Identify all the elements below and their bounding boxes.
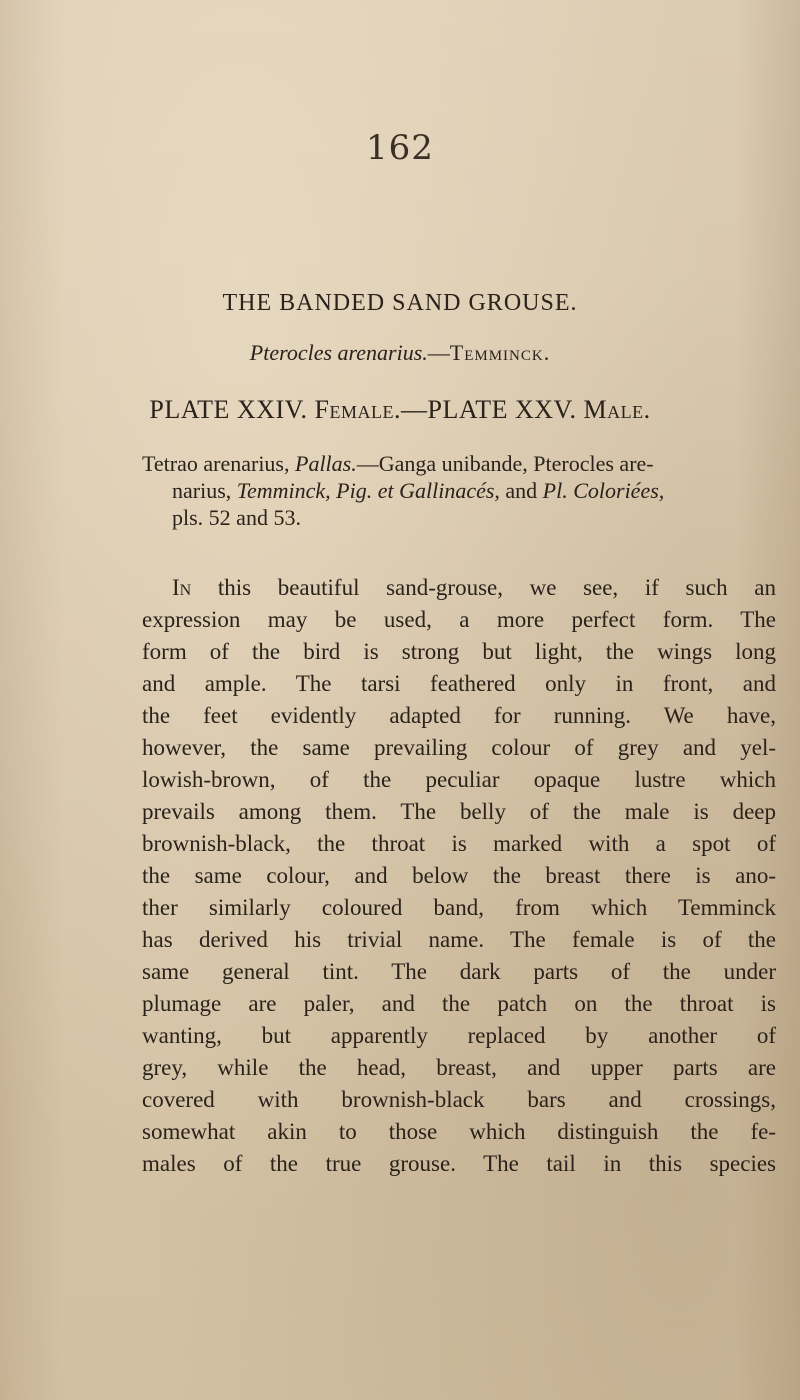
synonymy-line <box>142 504 782 531</box>
synonymy-fragment: Tetrao arenarius, <box>142 451 295 476</box>
species-name: Pterocles arenarius. <box>249 340 428 365</box>
body-line: somewhat akin to those which distinguish the fe- <box>142 1119 776 1144</box>
plate-1: PLATE XXIV. <box>149 395 308 424</box>
plate-2: PLATE XXV. <box>427 395 577 424</box>
body-line: males of the true grouse. The tail in this species <box>142 1151 776 1176</box>
synonymy-fragment: Pallas. <box>295 451 357 476</box>
body-line <box>142 572 776 604</box>
binomial-dash: — <box>427 340 450 365</box>
body-line: and ample. The tarsi feathered only in front, and <box>142 671 776 696</box>
body-line: wanting, but apparently replaced by another of <box>142 1023 776 1048</box>
plate-1-sex: Female. <box>314 395 401 424</box>
body-line: grey, while the head, breast, and upper parts are <box>142 1055 776 1080</box>
body-line: the feet evidently adapted for running. We have, <box>142 703 776 728</box>
body-line: prevails among them. The belly of the male is deep <box>142 799 776 824</box>
synonymy-fragment: Pl. Coloriées, <box>542 478 665 503</box>
synonymy-fragment: —Ganga unibande, Pterocles are- <box>356 451 654 476</box>
plate-2-sex: Male. <box>583 395 651 424</box>
plate-separator: — <box>401 395 428 424</box>
binomial-name <box>0 340 800 366</box>
synonymy-line <box>142 477 782 504</box>
first-line-rest: this beautiful sand-grouse, we see, if such an <box>191 575 776 600</box>
section-title: THE BANDED SAND GROUSE. <box>222 290 578 316</box>
body-line: ther similarly coloured band, from which Temminck <box>142 895 776 920</box>
body-line: lowish-brown, of the peculiar opaque lustre which <box>142 767 776 792</box>
species-authority: Temminck. <box>449 340 551 365</box>
synonymy-fragment: pls. 52 and 53. <box>172 505 301 530</box>
synonymy-line <box>142 450 782 477</box>
page-number: 162 <box>366 128 434 168</box>
synonymy-block <box>142 450 782 531</box>
synonymy-fragment: Temminck, Pig. et Gallinacés, <box>236 478 500 503</box>
body-line: same general tint. The dark parts of the under <box>142 959 776 984</box>
drop-cap-word: In <box>172 575 192 600</box>
synonymy-fragment: and <box>499 478 543 503</box>
body-line: plumage are paler, and the patch on the throat is <box>142 991 776 1016</box>
synonymy-fragment: narius, <box>172 478 237 503</box>
body-line: expression may be used, a more perfect form. The <box>142 607 776 632</box>
body-line: covered with brownish-black bars and crossings, <box>142 1087 776 1112</box>
plate-reference <box>0 395 800 425</box>
body-line: form of the bird is strong but light, the wings long <box>142 639 776 664</box>
body-paragraph <box>142 572 776 1180</box>
body-line: brownish-black, the throat is marked with a spot of <box>142 831 776 856</box>
body-line: however, the same prevailing colour of grey and yel- <box>142 735 776 760</box>
body-line: has derived his trivial name. The female is of the <box>142 927 776 952</box>
body-line: the same colour, and below the breast there is ano- <box>142 863 776 888</box>
